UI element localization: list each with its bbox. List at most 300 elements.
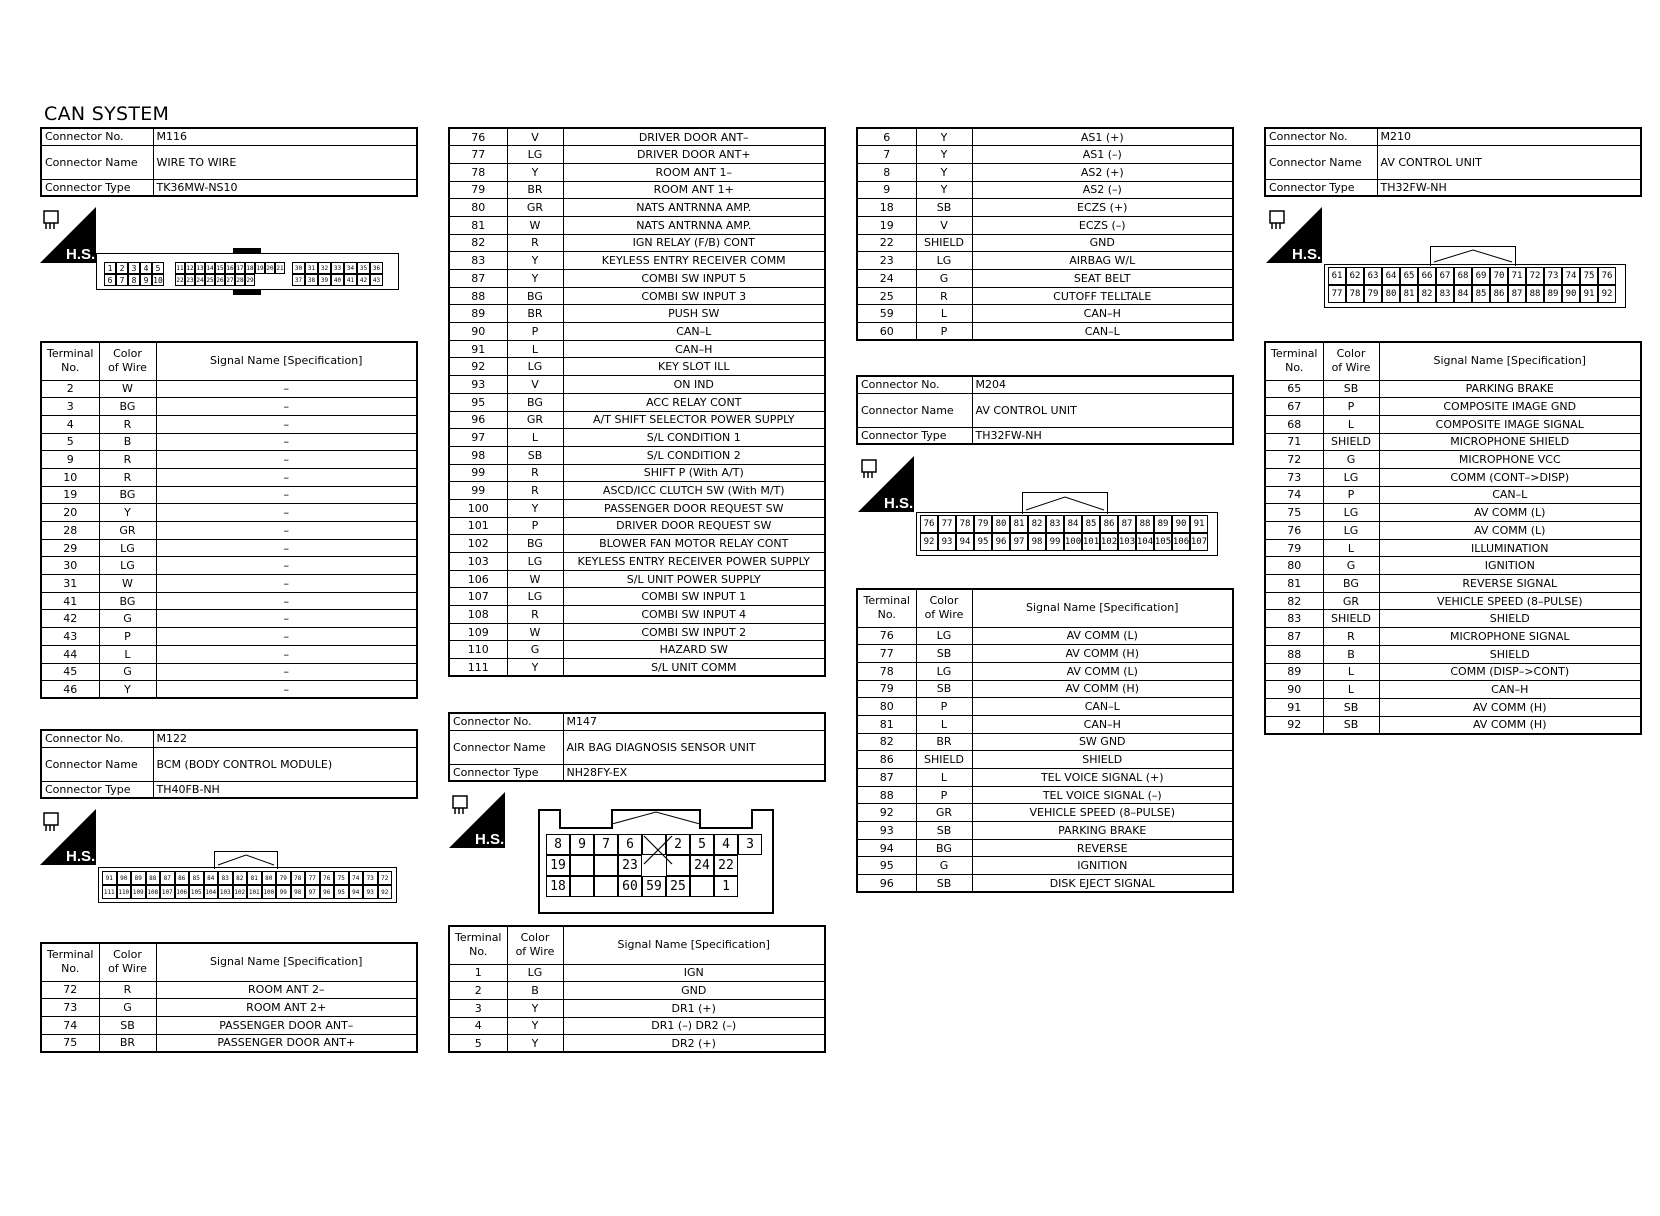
wire-color-cell: Y	[99, 504, 156, 522]
wire-color-cell: SB	[1323, 380, 1379, 398]
terminal-no-cell: 92	[1265, 716, 1323, 734]
connector-pin: 83	[218, 871, 233, 885]
connector-pin: 1	[104, 262, 116, 274]
connector-face-m122	[98, 851, 397, 903]
connector-pin: 106	[1172, 533, 1190, 551]
table-row	[1265, 610, 1641, 628]
connector-pin: 100	[1064, 533, 1082, 551]
terminal-no-cell: 74	[1265, 486, 1323, 504]
signal-name-cell: GND	[563, 982, 825, 1000]
table-row	[857, 733, 1233, 751]
connector-pin: 75	[334, 871, 349, 885]
connector-pin: 93	[938, 533, 956, 551]
wire-color-cell: L	[1323, 415, 1379, 433]
connector-pin: 30	[292, 262, 305, 274]
connector-pin: 2	[116, 262, 128, 274]
connector-pin: 76	[1598, 267, 1616, 285]
terminal-no-cell: 29	[41, 539, 99, 557]
table-row	[41, 557, 417, 575]
connector-pin: 96	[992, 533, 1010, 551]
table-row	[449, 305, 825, 323]
signal-name-cell: PASSENGER DOOR ANT–	[156, 1016, 417, 1034]
signal-name-cell: IGN	[563, 964, 825, 982]
connector-pin: 79	[276, 871, 291, 885]
connector-pin: 29	[245, 274, 255, 286]
signal-name-cell: COMM (CONT–>DISP)	[1379, 468, 1641, 486]
table-row	[41, 539, 417, 557]
terminal-no-cell: 20	[41, 504, 99, 522]
connector-pin: 103	[1118, 533, 1136, 551]
wire-color-cell: BG	[99, 398, 156, 416]
signal-name-cell: CAN–H	[563, 340, 825, 358]
connector-pin: 34	[344, 262, 357, 274]
table-row	[41, 398, 417, 416]
signal-name-cell: S/L CONDITION 1	[563, 429, 825, 447]
hs-label: H.S.	[475, 831, 505, 848]
connector-pin: 41	[344, 274, 357, 286]
connector-no-value: M122	[153, 730, 417, 747]
col-signal: Signal Name [Specification]	[972, 589, 1233, 627]
connector-pin: 80	[1382, 285, 1400, 303]
terminal-no-cell: 88	[449, 287, 507, 305]
terminal-no-cell: 44	[41, 645, 99, 663]
connector-pin: 6	[104, 274, 116, 286]
signal-name-cell: IGNITION	[972, 857, 1233, 875]
signal-name-cell: MICROPHONE SIGNAL	[1379, 628, 1641, 646]
connector-pin: 25	[666, 876, 690, 897]
terminal-no-cell: 103	[449, 553, 507, 571]
col-terminal: Terminal No.	[449, 926, 507, 964]
terminal-no-cell: 2	[41, 380, 99, 398]
connector-pin: 111	[102, 885, 117, 899]
terminal-no-cell: 77	[449, 146, 507, 164]
wire-color-cell: W	[507, 216, 563, 234]
wire-color-cell: P	[1323, 486, 1379, 504]
table-row	[1265, 398, 1641, 416]
terminal-no-cell: 111	[449, 659, 507, 677]
signal-name-cell: AV COMM (H)	[972, 680, 1233, 698]
wire-color-cell: L	[99, 645, 156, 663]
wire-color-cell: LG	[507, 553, 563, 571]
terminal-no-cell: 72	[41, 981, 99, 999]
table-row	[41, 522, 417, 540]
terminal-no-cell: 43	[41, 628, 99, 646]
terminal-no-cell: 76	[857, 627, 916, 645]
signal-name-cell: DISK EJECT SIGNAL	[972, 875, 1233, 893]
connector-pin: 86	[1490, 285, 1508, 303]
wire-color-cell: G	[99, 999, 156, 1017]
signal-name-cell: –	[156, 539, 417, 557]
table-row	[1265, 663, 1641, 681]
connector-pin: 1	[714, 876, 738, 897]
signal-name-cell: –	[156, 504, 417, 522]
table-row	[449, 641, 825, 659]
wire-color-cell: G	[507, 641, 563, 659]
wire-color-cell: SB	[916, 822, 972, 840]
table-row	[1265, 468, 1641, 486]
wire-color-cell: SB	[99, 1016, 156, 1034]
terminal-no-cell: 107	[449, 588, 507, 606]
wire-color-cell: W	[507, 570, 563, 588]
label-connector-name: Connector Name	[449, 730, 563, 764]
connector-pin: 42	[357, 274, 370, 286]
wire-color-cell: Y	[916, 128, 972, 146]
connector-pin: 82	[233, 871, 248, 885]
table-row	[449, 1017, 825, 1035]
table-row	[449, 393, 825, 411]
table-row	[449, 128, 825, 146]
signal-name-cell: AS1 (+)	[972, 128, 1233, 146]
connector-pin: 98	[1028, 533, 1046, 551]
connector-type-value: TH40FB-NH	[153, 781, 417, 798]
signal-name-cell: AV COMM (L)	[1379, 504, 1641, 522]
terminal-no-cell: 82	[857, 733, 916, 751]
connector-pin: 7	[116, 274, 128, 286]
terminal-no-cell: 68	[1265, 415, 1323, 433]
table-row	[857, 680, 1233, 698]
connector-info-m210	[1264, 127, 1642, 197]
table-row	[449, 570, 825, 588]
signal-name-cell: AV COMM (L)	[972, 662, 1233, 680]
table-row	[41, 610, 417, 628]
signal-name-cell: CAN–H	[1379, 681, 1641, 699]
page-title: CAN SYSTEM	[44, 103, 170, 125]
table-row	[857, 857, 1233, 875]
wire-color-cell: R	[99, 415, 156, 433]
connector-pin: 77	[1328, 285, 1346, 303]
connector-pin: 5	[152, 262, 164, 274]
connector-pin: 87	[160, 871, 175, 885]
terminal-no-cell: 89	[449, 305, 507, 323]
wire-color-cell: LG	[916, 627, 972, 645]
label-connector-type: Connector Type	[41, 781, 153, 798]
connector-pin: 80	[992, 515, 1010, 533]
connector-pin: 90	[117, 871, 132, 885]
signal-name-cell: SHIFT P (With A/T)	[563, 464, 825, 482]
terminal-no-cell: 90	[449, 323, 507, 341]
wire-color-cell: LG	[1323, 504, 1379, 522]
connector-pin: 37	[292, 274, 305, 286]
wire-color-cell: LG	[1323, 522, 1379, 540]
signal-name-cell: ROOM ANT 1+	[563, 181, 825, 199]
terminal-no-cell: 65	[1265, 380, 1323, 398]
signal-name-cell: AV COMM (H)	[1379, 716, 1641, 734]
connector-pin	[594, 855, 618, 876]
wire-color-cell: SB	[1323, 716, 1379, 734]
short-bar-icon	[638, 834, 686, 876]
table-row	[449, 1035, 825, 1053]
terminal-no-cell: 8	[857, 163, 916, 181]
connector-pin	[570, 876, 594, 897]
connector-pin: 14	[205, 262, 215, 274]
connector-pin	[594, 876, 618, 897]
table-row	[449, 146, 825, 164]
terminal-no-cell: 73	[41, 999, 99, 1017]
signal-name-cell: ECZS (–)	[972, 216, 1233, 234]
signal-name-cell: –	[156, 681, 417, 699]
wire-color-cell: SB	[916, 199, 972, 217]
connector-pin: 23	[618, 855, 642, 876]
terminal-no-cell: 10	[41, 468, 99, 486]
terminal-no-cell: 79	[857, 680, 916, 698]
terminal-no-cell: 59	[857, 305, 916, 323]
connector-pin: 87	[1508, 285, 1526, 303]
terminal-no-cell: 95	[449, 393, 507, 411]
terminal-no-cell: 100	[449, 499, 507, 517]
wire-color-cell: LG	[507, 588, 563, 606]
terminal-no-cell: 81	[1265, 575, 1323, 593]
connector-pin: 68	[1454, 267, 1472, 285]
signal-name-cell: VEHICLE SPEED (8–PULSE)	[1379, 592, 1641, 610]
table-row	[1265, 645, 1641, 663]
label-connector-no: Connector No.	[857, 376, 972, 393]
col-terminal: Terminal No.	[1265, 342, 1323, 380]
connector-pin: 92	[1598, 285, 1616, 303]
wire-color-cell: LG	[507, 964, 563, 982]
table-row	[41, 999, 417, 1017]
signal-name-cell: DRIVER DOOR ANT+	[563, 146, 825, 164]
connector-pin: 101	[247, 885, 262, 899]
connector-pin: 38	[305, 274, 318, 286]
terminal-no-cell: 5	[41, 433, 99, 451]
terminal-no-cell: 82	[1265, 592, 1323, 610]
table-row	[449, 376, 825, 394]
connector-pin: 17	[235, 262, 245, 274]
table-row	[449, 588, 825, 606]
signal-name-cell: –	[156, 380, 417, 398]
table-row	[449, 252, 825, 270]
signal-name-cell: –	[156, 451, 417, 469]
connector-pin: 82	[1418, 285, 1436, 303]
wire-color-cell: SB	[507, 446, 563, 464]
terminal-no-cell: 75	[41, 1034, 99, 1052]
connector-pin: 10	[153, 275, 163, 285]
connector-pin: 85	[189, 871, 204, 885]
signal-name-cell: CAN–L	[972, 323, 1233, 341]
terminal-no-cell: 80	[449, 199, 507, 217]
signal-name-cell: –	[156, 575, 417, 593]
signal-name-cell: COMBI SW INPUT 4	[563, 606, 825, 624]
table-row	[857, 645, 1233, 663]
signal-name-cell: ROOM ANT 1–	[563, 163, 825, 181]
connector-pin: 100	[262, 885, 277, 899]
signal-name-cell: ROOM ANT 2–	[156, 981, 417, 999]
table-row	[1265, 451, 1641, 469]
connector-pin: 86	[1100, 515, 1118, 533]
connector-pin: 97	[1010, 533, 1028, 551]
signal-name-cell: KEYLESS ENTRY RECEIVER COMM	[563, 252, 825, 270]
table-row	[1265, 380, 1641, 398]
connector-pin: 78	[956, 515, 974, 533]
wire-color-cell: Y	[507, 252, 563, 270]
terminal-no-cell: 4	[449, 1017, 507, 1035]
connector-pin: 98	[291, 885, 306, 899]
terminal-no-cell: 60	[857, 323, 916, 341]
terminal-no-cell: 77	[857, 645, 916, 663]
hs-badge-icon	[1266, 207, 1322, 263]
table-row	[41, 663, 417, 681]
wire-color-cell: LG	[99, 557, 156, 575]
signal-name-cell: CAN–L	[563, 323, 825, 341]
connector-face-m204	[916, 492, 1218, 556]
table-row	[1265, 539, 1641, 557]
wire-color-cell: Y	[507, 659, 563, 677]
wire-color-cell: R	[507, 234, 563, 252]
terminal-no-cell: 87	[857, 769, 916, 787]
terminal-no-cell: 81	[857, 715, 916, 733]
terminal-no-cell: 2	[449, 982, 507, 1000]
connector-pin: 84	[1454, 285, 1472, 303]
wire-color-cell: Y	[507, 499, 563, 517]
terminal-table-m147	[448, 925, 826, 1053]
terminal-no-cell: 42	[41, 610, 99, 628]
signal-name-cell: GND	[972, 234, 1233, 252]
table-row	[857, 199, 1233, 217]
terminal-no-cell: 95	[857, 857, 916, 875]
signal-name-cell: CUTOFF TELLTALE	[972, 287, 1233, 305]
signal-name-cell: CAN–L	[972, 698, 1233, 716]
table-row	[41, 592, 417, 610]
table-row	[857, 305, 1233, 323]
wire-color-cell: BR	[916, 733, 972, 751]
connector-type-value: TH32FW-NH	[972, 427, 1233, 444]
table-row	[449, 163, 825, 181]
wire-color-cell: P	[99, 628, 156, 646]
terminal-no-cell: 87	[449, 270, 507, 288]
col-signal: Signal Name [Specification]	[156, 943, 417, 981]
wire-color-cell: R	[916, 287, 972, 305]
table-row	[857, 662, 1233, 680]
signal-name-cell: AV COMM (H)	[1379, 698, 1641, 716]
connector-pin: 28	[235, 274, 245, 286]
terminal-no-cell: 25	[857, 287, 916, 305]
wire-color-cell: Y	[507, 1017, 563, 1035]
connector-pin: 77	[305, 871, 320, 885]
connector-pin: 84	[1064, 515, 1082, 533]
signal-name-cell: PASSENGER DOOR ANT+	[156, 1034, 417, 1052]
wire-color-cell: Y	[916, 163, 972, 181]
signal-name-cell: REVERSE	[972, 839, 1233, 857]
signal-name-cell: COMBI SW INPUT 1	[563, 588, 825, 606]
wire-color-cell: P	[916, 323, 972, 341]
signal-name-cell: PARKING BRAKE	[1379, 380, 1641, 398]
wire-color-cell: SB	[916, 875, 972, 893]
wire-color-cell: R	[99, 981, 156, 999]
hs-label: H.S.	[1292, 246, 1322, 263]
wire-color-cell: GR	[916, 804, 972, 822]
signal-name-cell: HAZARD SW	[563, 641, 825, 659]
connector-pin: 60	[618, 876, 642, 897]
connector-pin: 24	[690, 855, 714, 876]
connector-pin: 8	[546, 834, 570, 855]
connector-pin: 107	[160, 885, 175, 899]
wire-color-cell: G	[916, 857, 972, 875]
wire-color-cell: G	[99, 663, 156, 681]
connector-pin: 91	[1190, 515, 1208, 533]
terminal-no-cell: 94	[857, 839, 916, 857]
signal-name-cell: ASCD/ICC CLUTCH SW (With M/T)	[563, 482, 825, 500]
table-row	[41, 433, 417, 451]
connector-pin: 59	[642, 876, 666, 897]
wire-color-cell: B	[507, 982, 563, 1000]
terminal-no-cell: 7	[857, 146, 916, 164]
terminal-no-cell: 5	[449, 1035, 507, 1053]
connector-pin: 3	[738, 834, 762, 855]
table-row	[449, 287, 825, 305]
wire-color-cell: BR	[99, 1034, 156, 1052]
terminal-no-cell: 86	[857, 751, 916, 769]
connector-pin: 85	[1082, 515, 1100, 533]
signal-name-cell: PARKING BRAKE	[972, 822, 1233, 840]
signal-name-cell: COMPOSITE IMAGE SIGNAL	[1379, 415, 1641, 433]
wire-color-cell: BG	[507, 535, 563, 553]
wire-color-cell: Y	[99, 681, 156, 699]
wire-color-cell: LG	[99, 539, 156, 557]
terminal-no-cell: 80	[1265, 557, 1323, 575]
signal-name-cell: COMBI SW INPUT 3	[563, 287, 825, 305]
table-row	[449, 606, 825, 624]
wire-color-cell: R	[99, 468, 156, 486]
col-color: Color of Wire	[507, 926, 563, 964]
wire-color-cell: P	[1323, 398, 1379, 416]
wire-color-cell: GR	[1323, 592, 1379, 610]
wire-color-cell: LG	[916, 252, 972, 270]
terminal-no-cell: 93	[449, 376, 507, 394]
terminal-no-cell: 41	[41, 592, 99, 610]
connector-pin: 21	[275, 262, 285, 274]
connector-pin: 103	[218, 885, 233, 899]
table-row	[41, 486, 417, 504]
wire-color-cell: GR	[507, 411, 563, 429]
label-connector-name: Connector Name	[1265, 145, 1377, 179]
signal-name-cell: ACC RELAY CONT	[563, 393, 825, 411]
connector-pin: 76	[920, 515, 938, 533]
connector-pin: 67	[1436, 267, 1454, 285]
label-connector-type: Connector Type	[857, 427, 972, 444]
wire-color-cell: B	[1323, 645, 1379, 663]
connector-face-m210	[1324, 246, 1626, 308]
table-row	[1265, 504, 1641, 522]
wire-color-cell: BG	[99, 486, 156, 504]
connector-pin: 18	[245, 262, 255, 274]
terminal-table-m147-continued	[856, 127, 1234, 341]
connector-pin: 70	[1490, 267, 1508, 285]
connector-pin: 19	[255, 262, 265, 274]
connector-pin: 83	[1436, 285, 1454, 303]
signal-name-cell: AV COMM (L)	[1379, 522, 1641, 540]
connector-pin: 9	[140, 274, 152, 286]
signal-name-cell: SEAT BELT	[972, 270, 1233, 288]
connector-pin: 82	[1028, 515, 1046, 533]
connector-pin: 9	[570, 834, 594, 855]
table-row	[857, 146, 1233, 164]
terminal-no-cell: 81	[449, 216, 507, 234]
connector-type-value: TH32FW-NH	[1377, 179, 1641, 196]
wire-color-cell: L	[1323, 663, 1379, 681]
connector-pin: 81	[247, 871, 262, 885]
connector-pin: 27	[225, 274, 235, 286]
wire-color-cell: BG	[507, 287, 563, 305]
connector-pin: 102	[1100, 533, 1118, 551]
table-row	[449, 411, 825, 429]
wire-color-cell: R	[1323, 628, 1379, 646]
terminal-no-cell: 23	[857, 252, 916, 270]
connector-pin: 107	[1190, 533, 1208, 551]
connector-pin: 36	[370, 262, 383, 274]
table-row	[857, 252, 1233, 270]
table-row	[41, 645, 417, 663]
connector-pin: 85	[1472, 285, 1490, 303]
